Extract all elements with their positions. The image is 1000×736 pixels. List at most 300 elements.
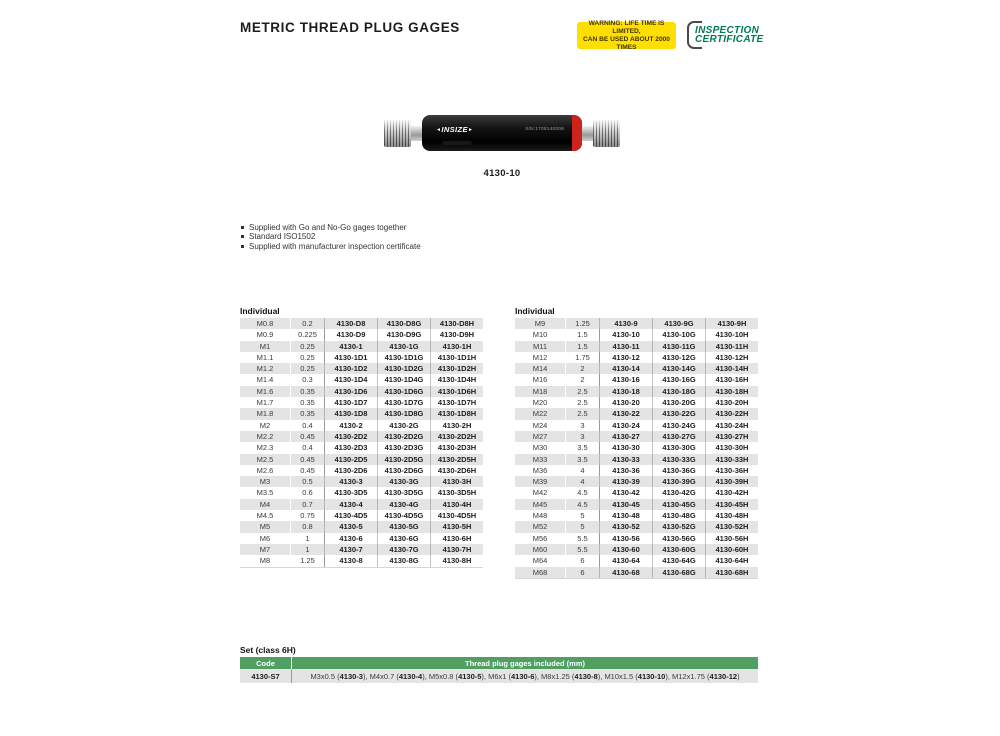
gauge-red-band bbox=[572, 115, 582, 151]
code-cell: 4130-1D1 bbox=[325, 352, 378, 363]
code-cell: 4130-64 bbox=[600, 555, 653, 566]
code-cell: 4130-3G bbox=[378, 476, 431, 487]
set-table-label: Set (class 6H) bbox=[240, 645, 296, 655]
code-cell: 4130-52H bbox=[706, 521, 758, 532]
code-cell: 4130-1D2 bbox=[325, 363, 378, 374]
code-cell: 4130-7G bbox=[378, 544, 431, 555]
size-cell: 0.45 bbox=[291, 465, 325, 476]
size-cell: 2.5 bbox=[566, 408, 600, 419]
size-cell: M10 bbox=[515, 329, 566, 340]
code-cell: 4130-4D5G bbox=[378, 510, 431, 521]
code-cell: 4130-8 bbox=[325, 555, 378, 566]
table-row bbox=[240, 521, 483, 532]
size-cell: M12 bbox=[515, 352, 566, 363]
code-cell: 4130-1D6 bbox=[325, 386, 378, 397]
table-row bbox=[515, 544, 758, 555]
code-cell: 4130-45 bbox=[600, 499, 653, 510]
individual-table-left bbox=[240, 306, 483, 568]
size-cell: M60 bbox=[515, 544, 566, 555]
gauge-thread-left bbox=[384, 120, 411, 147]
code-cell: 4130-6 bbox=[325, 533, 378, 544]
code-cell: 4130-2D2H bbox=[431, 431, 483, 442]
code-cell: 4130-1H bbox=[431, 341, 483, 352]
code-cell: 4130-9H bbox=[706, 318, 758, 329]
code-cell: 4130-20H bbox=[715, 398, 749, 408]
size-cell: 5 bbox=[566, 521, 600, 532]
table-row bbox=[240, 431, 483, 442]
size-cell: M2.6 bbox=[240, 465, 291, 476]
code-cell: 4130-48 bbox=[600, 510, 653, 521]
code-cell: 4130-3D5 bbox=[325, 487, 378, 498]
table-row bbox=[240, 386, 483, 397]
table-row bbox=[240, 374, 483, 385]
size-cell: M20 bbox=[515, 397, 566, 408]
product-image bbox=[383, 104, 621, 162]
certificate-label bbox=[695, 26, 764, 45]
code-cell: 4130-7H bbox=[431, 544, 483, 555]
code-cell: 4130-D8H bbox=[431, 318, 483, 329]
code-cell: 4130-45H bbox=[706, 499, 758, 510]
code-cell: 4130-39G bbox=[653, 476, 706, 487]
size-cell: M0.8 bbox=[240, 318, 291, 329]
size-cell: 0.25 bbox=[291, 352, 325, 363]
code-cell: 4130-16G bbox=[653, 374, 706, 385]
size-cell: 5.5 bbox=[566, 533, 600, 544]
code-cell: 4130-4H bbox=[431, 499, 483, 510]
table-row bbox=[240, 454, 483, 465]
size-cell: 0.35 bbox=[291, 386, 325, 397]
code-cell: 4130-12G bbox=[653, 352, 706, 363]
size-cell: M1.1 bbox=[240, 352, 291, 363]
code-cell: 4130-D9 bbox=[325, 329, 378, 340]
code-cell: 4130-36 bbox=[600, 465, 653, 476]
table-row bbox=[515, 499, 758, 510]
size-cell: 0.45 bbox=[291, 454, 325, 465]
code-cell: 4130-5 bbox=[325, 521, 378, 532]
code-cell: 4130-5G bbox=[378, 521, 431, 532]
size-cell: M1.4 bbox=[240, 374, 291, 385]
code-cell: 4130-18H bbox=[706, 386, 758, 397]
size-cell: M27 bbox=[515, 431, 566, 442]
size-cell: 6 bbox=[566, 555, 600, 566]
size-cell: 2.5 bbox=[566, 397, 600, 408]
size-cell: 0.4 bbox=[291, 442, 325, 453]
page-title: METRIC THREAD PLUG GAGES bbox=[240, 20, 460, 35]
table-row bbox=[515, 431, 758, 442]
code-cell: 4130-1D7G bbox=[378, 397, 431, 408]
table-row bbox=[515, 363, 758, 374]
size-cell: M2.3 bbox=[240, 442, 291, 453]
code-cell: 4130-14G bbox=[653, 363, 706, 374]
set-item-code: 4130-4 bbox=[398, 671, 423, 681]
code-cell: 4130-2D2 bbox=[325, 431, 378, 442]
brand-arrow-left-icon: ◄ bbox=[436, 127, 442, 133]
set-item-code: 4130-5 bbox=[458, 671, 482, 681]
table-row bbox=[240, 329, 483, 340]
code-cell: 4130-36H bbox=[715, 465, 749, 475]
code-cell: 4130-27 bbox=[600, 431, 653, 442]
code-cell: 4130-16H bbox=[715, 375, 749, 385]
table-row bbox=[515, 318, 758, 329]
code-cell: 4130-30H bbox=[715, 443, 749, 453]
code-cell: 4130-2D5G bbox=[378, 454, 431, 465]
code-cell: 4130-56H bbox=[715, 533, 749, 543]
code-cell: 4130-33 bbox=[600, 454, 653, 465]
code-cell: 4130-30G bbox=[653, 442, 706, 453]
set-description: M3x0.5 (4130-3), M4x0.7 (4130-4), M5x0.8 (4130-5), M6x1 (4130-6), M8x1.25 (4130-8), M10x1.5 (4130-10), M12x1.75 (4130-12) bbox=[292, 669, 758, 683]
table-row bbox=[240, 442, 483, 453]
code-cell: 4130-1D8G bbox=[378, 408, 431, 419]
size-cell: M11 bbox=[515, 341, 566, 352]
size-cell: 0.35 bbox=[291, 397, 325, 408]
size-cell: M2.2 bbox=[240, 431, 291, 442]
table-row bbox=[515, 420, 758, 431]
code-cell: 4130-39 bbox=[600, 476, 653, 487]
table-row bbox=[240, 555, 483, 566]
code-cell: 4130-24H bbox=[715, 420, 749, 430]
code-cell: 4130-D9H bbox=[439, 330, 475, 340]
table-row bbox=[515, 374, 758, 385]
individual-table bbox=[240, 318, 483, 568]
set-item-code: 4130-3 bbox=[339, 671, 363, 681]
code-cell: 4130-68G bbox=[653, 567, 706, 578]
size-cell: 4 bbox=[566, 476, 600, 487]
inspection-certificate-logo bbox=[687, 20, 764, 50]
code-cell: 4130-9G bbox=[653, 318, 706, 329]
code-cell: 4130-11H bbox=[706, 341, 758, 352]
code-cell: 4130-6H bbox=[442, 533, 472, 543]
code-cell: 4130-1D4 bbox=[325, 374, 378, 385]
size-cell: 0.35 bbox=[291, 408, 325, 419]
code-cell: 4130-1D2H bbox=[431, 363, 483, 374]
size-cell: M42 bbox=[515, 487, 566, 498]
size-cell: 0.4 bbox=[291, 420, 325, 431]
product-code-caption: 4130-10 bbox=[483, 168, 521, 179]
code-cell: 4130-52 bbox=[600, 521, 653, 532]
feature-item bbox=[241, 242, 421, 251]
size-cell: M33 bbox=[515, 454, 566, 465]
code-cell: 4130-D9G bbox=[378, 329, 431, 340]
code-cell: 4130-1D8 bbox=[325, 408, 378, 419]
table-row bbox=[515, 408, 758, 419]
code-cell: 4130-D8 bbox=[325, 318, 378, 329]
code-cell: 4130-60 bbox=[600, 544, 653, 555]
gauge-shaft-left bbox=[411, 126, 422, 141]
individual-table bbox=[515, 318, 758, 579]
gauge-thread-right bbox=[593, 120, 620, 147]
code-cell: 4130-1D8H bbox=[431, 408, 483, 419]
code-cell: 4130-24G bbox=[653, 420, 706, 431]
code-cell: 4130-56 bbox=[600, 533, 653, 544]
bullet-square-icon bbox=[241, 226, 244, 229]
size-cell: M1.8 bbox=[240, 408, 291, 419]
code-cell: 4130-64H bbox=[715, 556, 749, 566]
bullet-square-icon bbox=[241, 245, 244, 248]
size-cell: M7 bbox=[240, 544, 291, 555]
code-cell: 4130-9 bbox=[600, 318, 653, 329]
brand-arrow-right-icon: ► bbox=[467, 127, 474, 133]
table-row bbox=[515, 329, 758, 340]
size-cell: M3 bbox=[240, 476, 291, 487]
code-cell: 4130-42G bbox=[653, 487, 706, 498]
feature-text: Supplied with Go and No-Go gages together bbox=[249, 223, 407, 232]
code-cell: 4130-68H bbox=[706, 567, 758, 578]
code-cell: 4130-48G bbox=[653, 510, 706, 521]
code-cell: 4130-18G bbox=[653, 386, 706, 397]
table-row bbox=[515, 476, 758, 487]
code-cell: 4130-1G bbox=[378, 341, 431, 352]
size-cell: 4.5 bbox=[566, 487, 600, 498]
brand-logo bbox=[436, 125, 473, 134]
size-cell: M52 bbox=[515, 521, 566, 532]
table-row bbox=[515, 352, 758, 363]
size-cell: 1.25 bbox=[291, 555, 325, 566]
gauge-slot bbox=[442, 140, 472, 145]
certificate-line-1: INSPECTION bbox=[695, 24, 760, 36]
code-cell: 4130-1D4H bbox=[437, 375, 477, 385]
code-cell: 4130-1D1H bbox=[437, 352, 477, 362]
table-row bbox=[515, 341, 758, 352]
code-cell: 4130-1D7H bbox=[437, 398, 477, 408]
size-cell: M4 bbox=[240, 499, 291, 510]
feature-text: Standard ISO1502 bbox=[249, 232, 316, 242]
code-cell: 4130-2D2G bbox=[378, 431, 431, 442]
bullet-square-icon bbox=[241, 235, 244, 238]
code-cell: 4130-7 bbox=[325, 544, 378, 555]
size-cell: 3 bbox=[566, 431, 600, 442]
set-header-row bbox=[240, 657, 758, 669]
code-cell: 4130-42 bbox=[600, 487, 653, 498]
set-item-code: 4130-12 bbox=[709, 671, 738, 681]
code-cell: 4130-1D1G bbox=[378, 352, 431, 363]
code-cell: 4130-30 bbox=[600, 442, 653, 453]
code-cell: 4130-3 bbox=[325, 476, 378, 487]
size-cell: M1.7 bbox=[240, 397, 291, 408]
size-cell: M24 bbox=[515, 420, 566, 431]
code-cell: 4130-2D3 bbox=[325, 442, 378, 453]
size-cell: M1.2 bbox=[240, 363, 291, 374]
feature-list bbox=[241, 223, 421, 251]
size-cell: 1.25 bbox=[566, 318, 600, 329]
size-cell: 0.3 bbox=[291, 374, 325, 385]
size-cell: M2.5 bbox=[240, 454, 291, 465]
code-cell: 4130-3H bbox=[431, 476, 483, 487]
table-row bbox=[240, 318, 483, 329]
feature-item bbox=[241, 232, 421, 241]
code-cell: 4130-5H bbox=[431, 521, 483, 532]
code-cell: 4130-10G bbox=[653, 329, 706, 340]
code-cell: 4130-27G bbox=[653, 431, 706, 442]
size-cell: 2 bbox=[566, 374, 600, 385]
size-cell: M2 bbox=[240, 420, 291, 431]
code-cell: 4130-3D5H bbox=[437, 488, 477, 498]
size-cell: M3.5 bbox=[240, 487, 291, 498]
size-cell: M4.5 bbox=[240, 510, 291, 521]
individual-table-right bbox=[515, 306, 758, 579]
size-cell: 1 bbox=[291, 533, 325, 544]
size-cell: M39 bbox=[515, 476, 566, 487]
table-row bbox=[515, 397, 758, 408]
code-cell: 4130-2D5H bbox=[431, 454, 483, 465]
size-cell: 3.5 bbox=[566, 454, 600, 465]
table-row bbox=[240, 352, 483, 363]
size-cell: 0.5 bbox=[291, 476, 325, 487]
table-row bbox=[515, 510, 758, 521]
size-cell: M68 bbox=[515, 567, 566, 578]
size-cell: 1.5 bbox=[566, 341, 600, 352]
size-cell: M48 bbox=[515, 510, 566, 521]
code-cell: 4130-27H bbox=[706, 431, 758, 442]
size-cell: M14 bbox=[515, 363, 566, 374]
table-row bbox=[240, 341, 483, 352]
size-cell: 5.5 bbox=[566, 544, 600, 555]
code-cell: 4130-64G bbox=[653, 555, 706, 566]
size-cell: 0.25 bbox=[291, 363, 325, 374]
size-cell: M45 bbox=[515, 499, 566, 510]
size-cell: 2.5 bbox=[566, 386, 600, 397]
code-cell: 4130-39H bbox=[706, 476, 758, 487]
code-cell: 4130-10 bbox=[600, 329, 653, 340]
size-cell: M18 bbox=[515, 386, 566, 397]
code-cell: 4130-12H bbox=[715, 352, 749, 362]
table-row bbox=[240, 363, 483, 374]
code-cell: 4130-48H bbox=[715, 511, 749, 521]
size-cell: M8 bbox=[240, 555, 291, 566]
size-cell: 1.5 bbox=[566, 329, 600, 340]
code-cell: 4130-12 bbox=[600, 352, 653, 363]
set-table-section bbox=[240, 645, 758, 683]
set-item-code: 4130-10 bbox=[637, 671, 666, 681]
table-row bbox=[240, 544, 483, 555]
set-description-header: Thread plug gages included (mm) bbox=[292, 657, 758, 669]
table-row bbox=[240, 465, 483, 476]
code-cell: 4130-14H bbox=[706, 363, 758, 374]
warning-line-2: CAN BE USED ABOUT 2000 TIMES bbox=[583, 35, 670, 51]
code-cell: 4130-60H bbox=[706, 544, 758, 555]
table-row bbox=[515, 533, 758, 544]
code-cell: 4130-4 bbox=[325, 499, 378, 510]
size-cell: 1 bbox=[291, 544, 325, 555]
table-row bbox=[240, 476, 483, 487]
table-row bbox=[515, 555, 758, 566]
code-cell: 4130-14 bbox=[600, 363, 653, 374]
set-code-value: 4130-S7 bbox=[240, 669, 292, 683]
code-cell: 4130-22H bbox=[706, 408, 758, 419]
size-cell: 0.45 bbox=[291, 431, 325, 442]
table-row bbox=[240, 420, 483, 431]
size-cell: M16 bbox=[515, 374, 566, 385]
code-cell: 4130-6G bbox=[378, 533, 431, 544]
code-cell: 4130-52G bbox=[653, 521, 706, 532]
code-cell: 4130-33H bbox=[706, 454, 758, 465]
table-label: Individual bbox=[240, 306, 280, 316]
table-row bbox=[240, 487, 483, 498]
code-cell: 4130-56G bbox=[653, 533, 706, 544]
warning-badge bbox=[577, 19, 676, 51]
code-cell: 4130-42H bbox=[715, 488, 749, 498]
gauge-handle-black bbox=[422, 115, 572, 151]
code-cell: 4130-60G bbox=[653, 544, 706, 555]
size-cell: 0.2 bbox=[291, 318, 325, 329]
set-data-row bbox=[240, 669, 758, 683]
code-cell: 4130-4D5 bbox=[325, 510, 378, 521]
size-cell: M56 bbox=[515, 533, 566, 544]
table-row bbox=[515, 442, 758, 453]
table-row bbox=[515, 567, 758, 578]
size-cell: 4.5 bbox=[566, 499, 600, 510]
size-cell: M5 bbox=[240, 521, 291, 532]
set-item-code: 4130-6 bbox=[511, 671, 535, 681]
code-cell: 4130-1D6H bbox=[431, 386, 483, 397]
code-cell: 4130-D8G bbox=[378, 318, 431, 329]
code-cell: 4130-4D5H bbox=[437, 511, 477, 521]
code-cell: 4130-24 bbox=[600, 420, 653, 431]
size-cell: 1.75 bbox=[566, 352, 600, 363]
code-cell: 4130-10H bbox=[715, 330, 749, 340]
code-cell: 4130-8G bbox=[378, 555, 431, 566]
size-cell: 0.25 bbox=[291, 341, 325, 352]
size-cell: 3 bbox=[566, 420, 600, 431]
table-row bbox=[240, 533, 483, 544]
size-cell: 0.225 bbox=[291, 329, 325, 340]
code-cell: 4130-1D4G bbox=[378, 374, 431, 385]
set-code-header: Code bbox=[240, 657, 292, 669]
table-row bbox=[515, 386, 758, 397]
size-cell: M1.6 bbox=[240, 386, 291, 397]
warning-line-1: WARNING: LIFE TIME IS LIMITED, bbox=[588, 19, 665, 35]
code-cell: 4130-2D3G bbox=[378, 442, 431, 453]
table-row bbox=[240, 408, 483, 419]
size-cell: M6 bbox=[240, 533, 291, 544]
size-cell: M1 bbox=[240, 341, 291, 352]
code-cell: 4130-2G bbox=[378, 420, 431, 431]
size-cell: M22 bbox=[515, 408, 566, 419]
size-cell: M64 bbox=[515, 555, 566, 566]
table-row bbox=[240, 397, 483, 408]
code-cell: 4130-22 bbox=[600, 408, 653, 419]
code-cell: 4130-1D6G bbox=[378, 386, 431, 397]
gauge-handle bbox=[422, 115, 582, 151]
code-cell: 4130-20 bbox=[600, 397, 653, 408]
code-cell: 4130-11 bbox=[600, 341, 653, 352]
code-cell: 4130-2D3H bbox=[437, 443, 477, 453]
code-cell: 4130-68 bbox=[600, 567, 653, 578]
code-cell: 4130-33G bbox=[653, 454, 706, 465]
size-cell: 0.75 bbox=[291, 510, 325, 521]
brand-name: INSIZE bbox=[441, 125, 468, 134]
size-cell: 5 bbox=[566, 510, 600, 521]
size-cell: 6 bbox=[566, 567, 600, 578]
certificate-line-2: CERTIFICATE bbox=[695, 34, 764, 45]
gauge-shaft-right bbox=[582, 126, 593, 141]
code-cell: 4130-18 bbox=[600, 386, 653, 397]
code-cell: 4130-2D5 bbox=[325, 454, 378, 465]
feature-item bbox=[241, 223, 421, 232]
code-cell: 4130-16 bbox=[600, 374, 653, 385]
code-cell: 4130-4G bbox=[378, 499, 431, 510]
size-cell: 3.5 bbox=[566, 442, 600, 453]
size-cell: M36 bbox=[515, 465, 566, 476]
code-cell: 4130-22G bbox=[653, 408, 706, 419]
table-label: Individual bbox=[515, 306, 555, 316]
code-cell: 4130-20G bbox=[653, 397, 706, 408]
size-cell: 2 bbox=[566, 363, 600, 374]
table-row bbox=[240, 510, 483, 521]
size-cell: M9 bbox=[515, 318, 566, 329]
size-cell: M0.9 bbox=[240, 329, 291, 340]
table-row bbox=[515, 521, 758, 532]
size-cell: 0.8 bbox=[291, 521, 325, 532]
